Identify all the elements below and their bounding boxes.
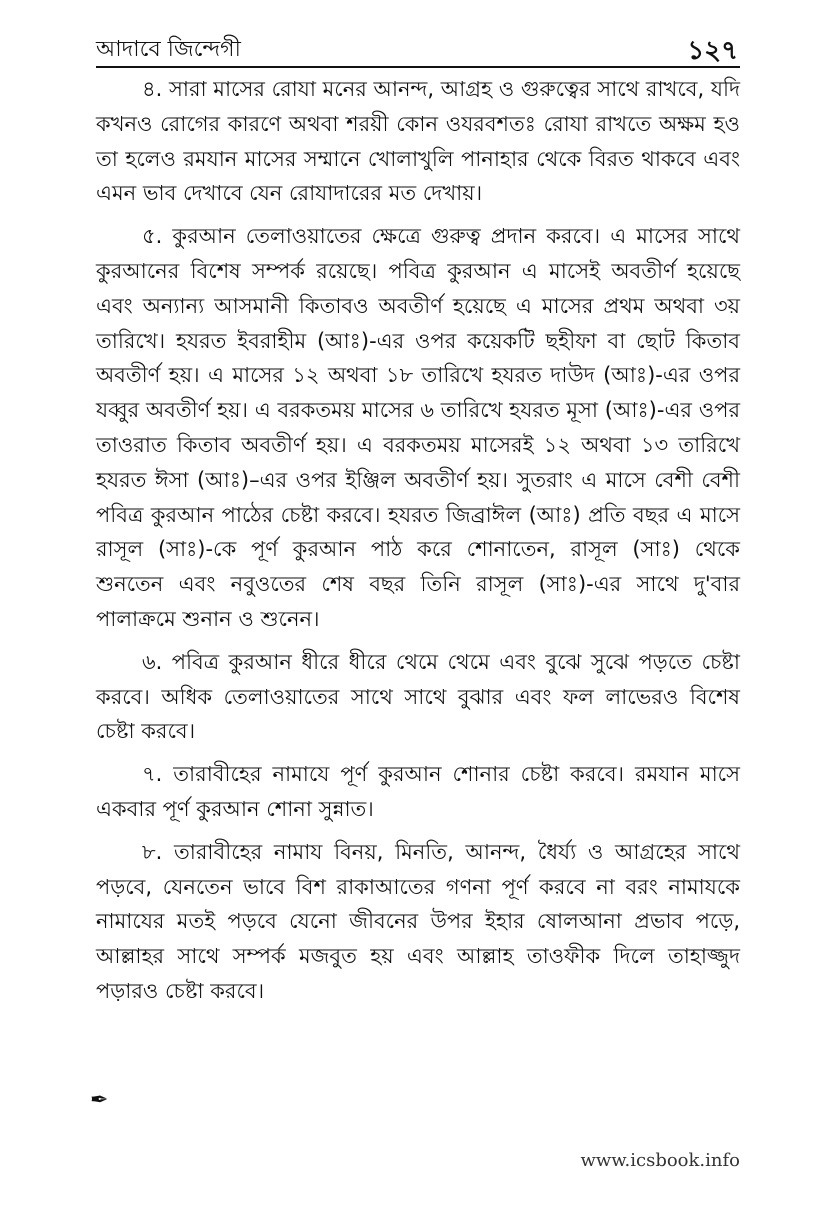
paragraph-point-7: ৭. তারাবীহের নামাযে পূর্ণ কুরআন শোনার চেষ্টা করবে। রমযান মাসে একবার পূর্ণ কুরআন শোনা সুন্নাত। xyxy=(96,762,740,821)
website-url: www.icsbook.info xyxy=(580,1150,740,1171)
header-divider xyxy=(96,66,740,68)
page-header xyxy=(96,30,738,64)
running-title: আদাবে জিন্দেগী xyxy=(96,37,241,62)
paragraph-point-5: ৫. কুরআন তেলাওয়াতের ক্ষেত্রে গুরুত্ব প্রদান করবে। এ মাসের সাথে কুরআনের বিশেষ সম্পর্ক রয়েছে। পবিত্র কুরআন এ মাসেই অবতীর্ণ হয়েছে এবং অন্যান্য আসমানী কিতাবও অবতীর্ণ হয়েছে এ মাসের প্রথম অথবা ৩য় তারিখে। হযরত ইবরাহীম (আঃ)-এর ওপর কয়েকটি ছহীফা বা ছোট কিতাব অবতীর্ণ হয়। এ মাসের ১২ অথবা ১৮ তারিখে হযরত দাউদ (আঃ)-এর ওপর যব্বুর অবতীর্ণ হয়। এ বরকতময় মাসের ৬ তারিখে হযরত মূসা (আঃ)-এর ওপর তাওরাত কিতাব অবতীর্ণ হয়। এ বরকতময় মাসেরই ১২ অথবা ১৩ তারিখে হযরত ঈসা (আঃ)–এর ওপর ইঞ্জিল অবতীর্ণ হয়। সুতরাং এ মাসে বেশী বেশী পবিত্র কুরআন পাঠের চেষ্টা করবে। হযরত জিব্রাঈল (আঃ) প্রতি বছর এ মাসে রাসূল (সাঃ)-কে পূর্ণ কুরআন পাঠ করে শোনাতেন, রাসূল (সাঃ) থেকে শুনতেন এবং নবুওতের শেষ বছর তিনি রাসূল (সাঃ)-এর সাথে দু'বার পালাক্রমে শুনান ও শুনেন। xyxy=(96,224,740,631)
page-body xyxy=(96,72,740,1009)
paragraph-point-8: ৮. তারাবীহের নামায বিনয়, মিনতি, আনন্দ, ধৈর্য্য ও আগ্রহের সাথে পড়বে, যেনতেন ভাবে বিশ রাকাআতের গণনা পূর্ণ করবে না বরং নামাযকে নামাযের মতই পড়বে যেনো জীবনের উপর ইহার ষোলআনা প্রভাব পড়ে, আল্লাহর সাথে সম্পর্ক মজবুত হয় এবং আল্লাহ তাওফীক দিলে তাহাজ্জুদ পড়ারও চেষ্টা করবে। xyxy=(96,839,740,1003)
page-number: ১২৭ xyxy=(687,36,738,66)
ink-mark: ✒ xyxy=(90,1088,109,1113)
paragraph-point-6: ৬. পবিত্র কুরআন ধীরে ধীরে থেমে থেমে এবং বুঝে সুঝে পড়তে চেষ্টা করবে। অধিক তেলাওয়াতের সাথে সাথে বুঝার এবং ফল লাভেরও বিশেষ চেষ্টা করবে। xyxy=(96,649,740,744)
paragraph-point-4: ৪. সারা মাসের রোযা মনের আনন্দ, আগ্রহ ও গুরুত্বের সাথে রাখবে, যদি কখনও রোগের কারণে অথবা শরয়ী কোন ওযরবশতঃ রোযা রাখতে অক্ষম হও তা হলেও রমযান মাসের সম্মানে খোলাখুলি পানাহার থেকে বিরত থাকবে এবং এমন ভাব দেখাবে যেন রোযাদারের মত দেখায়। xyxy=(96,77,740,206)
